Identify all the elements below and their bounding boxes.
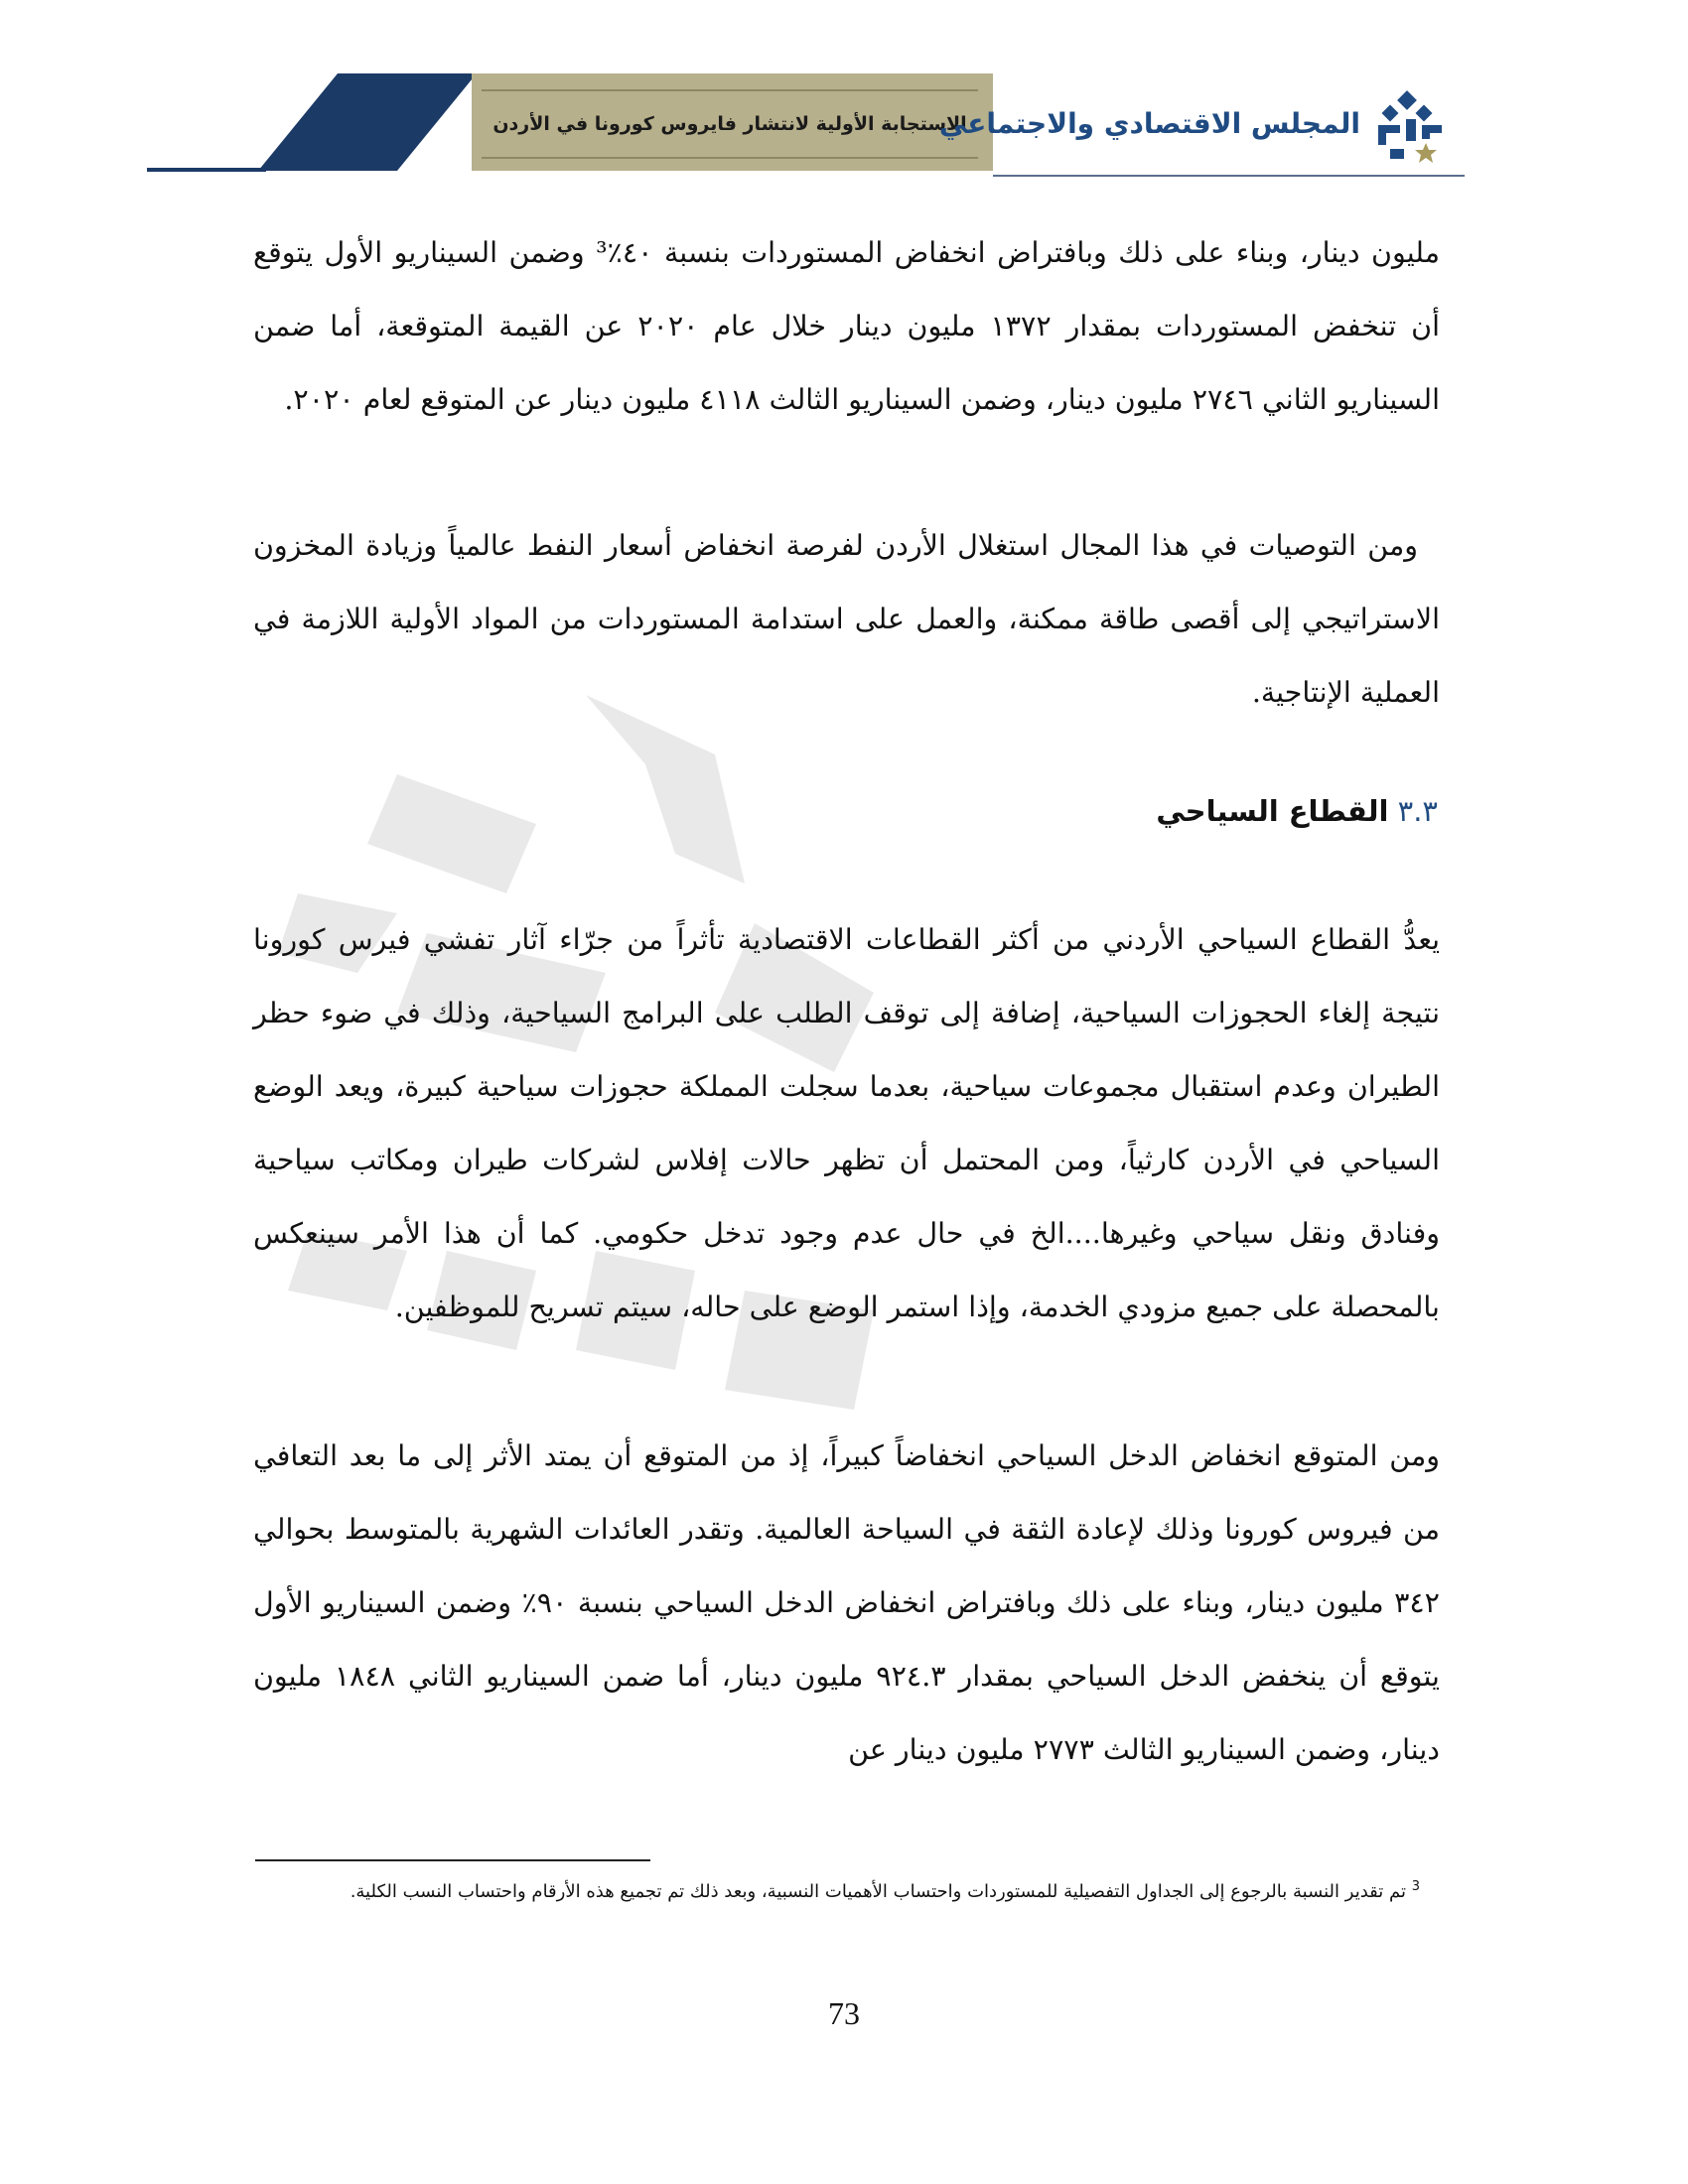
council-logo-icon bbox=[1370, 89, 1450, 169]
section-number: ٣.٣ bbox=[1397, 794, 1438, 828]
report-title: الاستجابة الأولية لانتشار فايروس كورونا في الأردن bbox=[492, 113, 967, 135]
footnote-text: تم تقدير النسبة بالرجوع إلى الجداول التفصيلية للمستوردات واحتساب الأهميات النسبية، وبعد ذلك تم تجميع هذه الأرقام واحتساب النسب الكلية. bbox=[350, 1881, 1406, 1902]
header-title-box bbox=[482, 89, 978, 159]
paragraph-tourism-impact: يعدُّ القطاع السياحي الأردني من أكثر القطاعات الاقتصادية تأثراً من جرّاء آثار تفشي فيرس كورونا نتيجة إلغاء الحجوزات السياحية، إضافة إلى توقف الطلب على البرامج السياحية، وذلك في ضوء حظر الطيران وعدم استقبال مجموعات سياحية، بعدما سجلت المملكة حجوزات سياحية كبيرة، ويعد الوضع السياحي في الأردن كارثياً، ومن المحتمل أن تظهر حالات إفلاس لشركات طيران ومكاتب سياحية وفنادق ونقل سياحي وغيرها....الخ في حال عدم وجود تدخل حكومي. كما أن هذا الأمر سينعكس بالمحصلة على جميع مزودي الخدمة، وإذا استمر الوضع على حاله، سيتم تسريح للموظفين. bbox=[253, 923, 1440, 1323]
header-rule-left bbox=[147, 168, 266, 172]
paragraph-tourism-income: ومن المتوقع انخفاض الدخل السياحي انخفاضاً كبيراً، إذ من المتوقع أن يمتد الأثر إلى ما بعد التعافي من فيروس كورونا وذلك لإعادة الثقة في السياحة العالمية. وتقدر العائدات الشهرية بالمتوسط بحوالي ٣٤٢ مليون دينار، وبناء على ذلك وبافتراض انخفاض الدخل السياحي بنسبة ٩٠٪ وضمن السيناريو الأول يتوقع أن ينخفض الدخل السياحي بمقدار ٩٢٤.٣ مليون دينار، أما ضمن السيناريو الثاني ١٨٤٨ مليون دينار، وضمن السيناريو الثالث ٢٧٧٣ مليون دينار عن bbox=[253, 1439, 1440, 1766]
header-navy-parallelogram bbox=[258, 73, 477, 173]
page-number: 73 bbox=[828, 1995, 860, 2031]
page-header bbox=[0, 60, 1688, 189]
footnote-separator bbox=[255, 1859, 650, 1861]
brand-block bbox=[938, 89, 1450, 169]
footnote bbox=[298, 1874, 1420, 1905]
section-heading bbox=[1156, 794, 1438, 828]
section-title: القطاع السياحي bbox=[1156, 794, 1389, 828]
organization-name: المجلس الاقتصادي والاجتماعي bbox=[938, 107, 1360, 140]
paragraph-recommendations: ومن التوصيات في هذا المجال استغلال الأردن لفرصة انخفاض أسعار النفط عالمياً وزيادة المخزون الاستراتيجي إلى أقصى طاقة ممكنة، والعمل على استدامة المستوردات من المواد الأولية اللازمة في العملية الإنتاجية. bbox=[253, 529, 1440, 709]
footnote-marker: 3 bbox=[1411, 1879, 1420, 1894]
header-rule-right bbox=[993, 175, 1465, 177]
paragraph-imports-scenarios: مليون دينار، وبناء على ذلك وبافتراض انخفاض المستوردات بنسبة ٤٠٪³ وضمن السيناريو الأول يتوقع أن تنخفض المستوردات بمقدار ١٣٧٢ مليون دينار خلال عام ٢٠٢٠ عن القيمة المتوقعة، أما ضمن السيناريو الثاني ٢٧٤٦ مليون دينار، وضمن السيناريو الثالث ٤١١٨ مليون دينار عن المتوقع لعام ٢٠٢٠. bbox=[253, 236, 1440, 416]
